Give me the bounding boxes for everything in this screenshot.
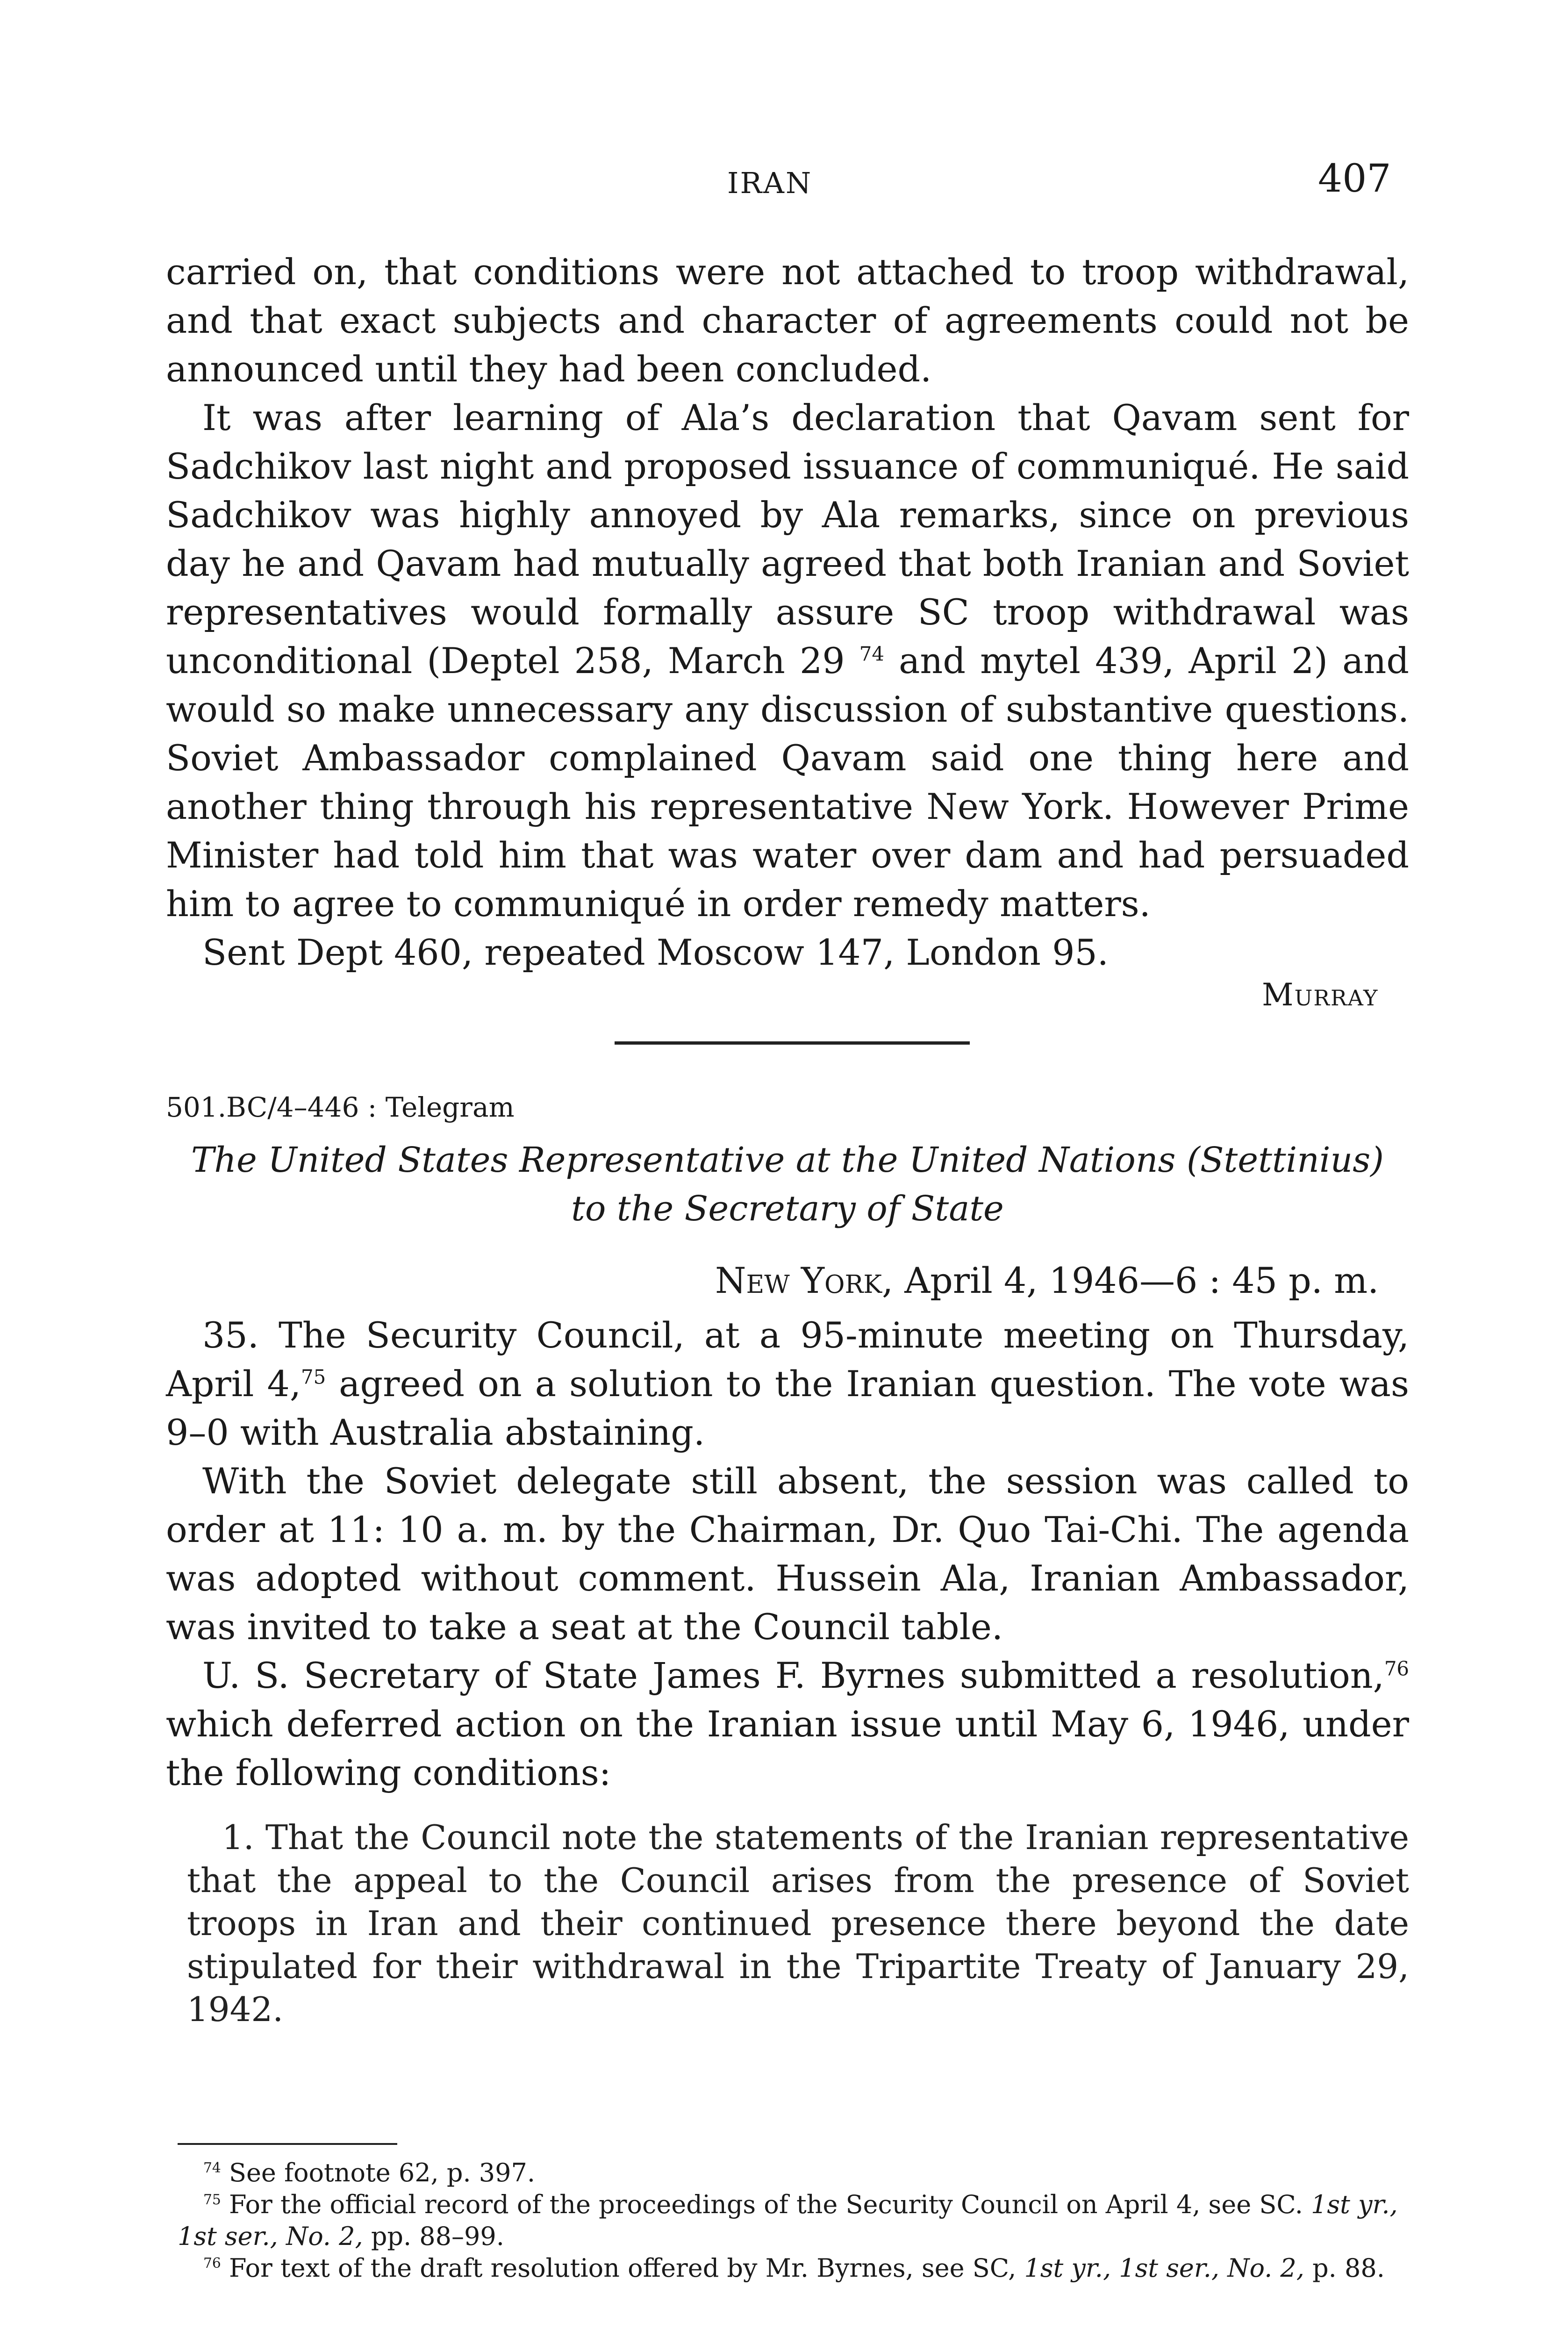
quoted-resolution: 1. That the Council note the statements of the Iranian representative that the appeal to the Council arises from the presence of Soviet troops in Iran and their continued presence there beyond the date stipulated for their withdrawal in the Tripartite Treaty of January 29, 1942.: [187, 1818, 1409, 2029]
footnote-citation: 1st yr., 1st ser., No. 2,: [178, 2190, 1398, 2251]
footnote-text: For the official record of the proceedings of the Security Council on April 4, see SC.: [229, 2190, 1311, 2219]
footnote-number: 75: [203, 2192, 221, 2208]
footnote-divider: [178, 2143, 397, 2145]
paragraph: Sent Dept 460, repeated Moscow 147, London 95.: [202, 932, 1109, 973]
paragraph-text: U. S. Secretary of State James F. Byrnes submitted a resolution,: [202, 1655, 1384, 1696]
footnote-text: See footnote 62, p. 397.: [229, 2158, 536, 2187]
footnote-number: 76: [203, 2255, 221, 2272]
paragraph-text: which deferred action on the Iranian issue until May 6, 1946, under the following conditions:: [166, 1703, 1409, 1793]
document-reference: 501.BC/4–446 : Telegram: [166, 1091, 515, 1123]
footnote-ref[interactable]: 76: [1384, 1657, 1409, 1680]
dateline-time: , April 4, 1946—6 : 45 p. m.: [881, 1260, 1379, 1301]
dateline-place: New York: [715, 1260, 882, 1301]
paragraph: [166, 1311, 1409, 1457]
signature: Murray: [1262, 977, 1379, 1013]
paragraph: [166, 1651, 1409, 1797]
footnote-text: For text of the draft resolution offered by Mr. Byrnes, see SC,: [229, 2253, 1024, 2283]
paragraph-text: 35. The Security Council, at a 95-minute meeting on Thursday, April 4,: [166, 1314, 1409, 1405]
paragraph-text: agreed on a solution to the Iranian question. The vote was 9–0 with Australia abstaining.: [166, 1363, 1409, 1453]
footnote: [178, 2189, 1411, 2252]
paragraph: [166, 394, 1409, 928]
footnote: [178, 2157, 1411, 2189]
telegram-body: [166, 1311, 1409, 1797]
paragraph: With the Soviet delegate still absent, the session was called to order at 11: 10 a. m. by the Chairman, Dr. Quo Tai-Chi. The agenda was adopted without comment. Hussein Ala, Iranian Ambassador, was invited to take a seat at the Council table.: [166, 1460, 1409, 1648]
footnote: [178, 2252, 1411, 2284]
dateline: [715, 1260, 1379, 1301]
footnote-citation: 1st yr., 1st ser., No. 2,: [1024, 2253, 1304, 2283]
document-title: [166, 1136, 1409, 1233]
title-line: to the Secretary of State: [571, 1189, 1004, 1229]
title-line: The United States Representative at the United Nations (Stettinius): [191, 1140, 1384, 1180]
footnote-number: 74: [203, 2160, 221, 2176]
footnote-ref[interactable]: 74: [859, 642, 884, 666]
footnote-text: pp. 88–99.: [363, 2222, 504, 2251]
paragraph-text: and mytel 439, April 2) and would so make unnecessary any discussion of substantive questions. Soviet Ambassador complained Qavam said one thing here and another thing through his representative New York. However Prime Minister had told him that was water over dam and had persuaded him to agree to communiqué in order remedy matters.: [166, 640, 1410, 925]
running-head: IRAN: [727, 166, 813, 200]
footnote-text: p. 88.: [1304, 2253, 1385, 2283]
footnote-ref[interactable]: 75: [301, 1365, 326, 1389]
footnotes: [178, 2157, 1411, 2284]
paragraph: carried on, that conditions were not attached to troop withdrawal, and that exact subjects and character of agreements could not be announced until they had been concluded.: [166, 251, 1409, 390]
page-number: 407: [1318, 157, 1391, 201]
paragraph-text: It was after learning of Ala’s declaration that Qavam sent for Sadchikov last night and proposed issuance of communiqué. He said Sadchikov was highly annoyed by Ala remarks, since on previous day he and Qavam had mutually agreed that both Iranian and Soviet representatives would formally assure SC troop withdrawal was unconditional (Deptel 258, March 29: [166, 397, 1409, 681]
section-divider: [615, 1041, 970, 1045]
telegram-continuation: [166, 248, 1409, 977]
